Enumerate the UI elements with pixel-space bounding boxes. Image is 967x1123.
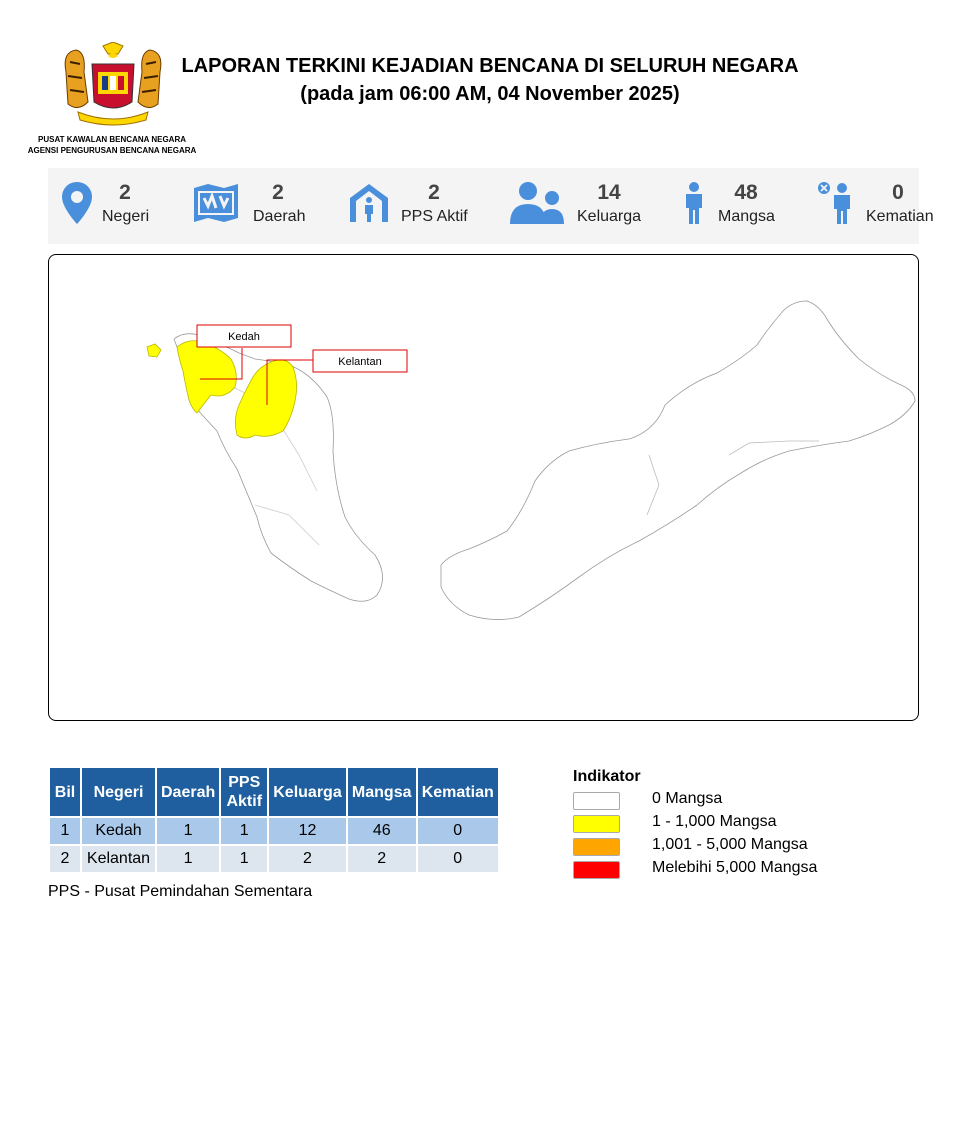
stat-pps-aktif-label: PPS Aktif: [401, 208, 468, 225]
stat-keluarga-label: Keluarga: [577, 208, 642, 225]
stat-keluarga-value: 14: [597, 181, 621, 204]
district-map-icon: [192, 182, 240, 222]
legend-label: 0 Mangsa: [652, 790, 723, 807]
legend-swatch: [573, 838, 620, 856]
legend-label: 1,001 - 5,000 Mangsa: [652, 836, 808, 853]
cell-kematian: 0: [418, 846, 498, 872]
table-row: [50, 846, 498, 872]
stat-negeri-label: Negeri: [102, 208, 150, 225]
cell-pps-aktif: 1: [221, 846, 267, 872]
stat-daerah: [190, 168, 330, 244]
col-keluarga: Keluarga: [269, 768, 345, 816]
stat-mangsa-value: 48: [734, 181, 758, 204]
stat-daerah-value: 2: [272, 181, 284, 204]
col-mangsa: Mangsa: [348, 768, 416, 816]
stat-pps-aktif-value: 2: [428, 181, 440, 204]
malaysia-map: [48, 254, 919, 721]
cell-negeri: Kedah: [82, 818, 155, 844]
cell-daerah: 1: [157, 846, 219, 872]
map-state-perlis: [147, 344, 161, 357]
stat-kematian-label: Kematian: [866, 208, 934, 225]
agency-name-line2: AGENSI PENGURUSAN BENCANA NEGARA: [27, 146, 197, 155]
stat-mangsa: [678, 168, 798, 244]
cell-daerah: 1: [157, 818, 219, 844]
legend-swatch: [573, 815, 620, 833]
cell-bil: 1: [50, 818, 80, 844]
person-icon: [682, 182, 706, 224]
col-negeri: Negeri: [82, 768, 155, 816]
map-label-kelantan: Kelantan: [338, 356, 382, 368]
stat-negeri-value: 2: [119, 181, 131, 204]
cell-bil: 2: [50, 846, 80, 872]
table-row: [50, 818, 498, 844]
legend-label: Melebihi 5,000 Mangsa: [652, 859, 818, 876]
family-icon: [510, 182, 566, 224]
cell-keluarga: 2: [269, 846, 345, 872]
cell-mangsa: 2: [348, 846, 416, 872]
stat-kematian: [816, 168, 934, 244]
stat-pps-aktif: [346, 168, 486, 244]
col-daerah: Daerah: [157, 768, 219, 816]
stat-negeri: [58, 168, 178, 244]
stat-keluarga: [510, 168, 660, 244]
legend-label: 1 - 1,000 Mangsa: [652, 813, 777, 830]
col-kematian: Kematian: [418, 768, 498, 816]
cell-pps-aktif: 1: [221, 818, 267, 844]
agency-name-line1: PUSAT KAWALAN BENCANA NEGARA: [38, 135, 186, 144]
legend-title: Indikator: [573, 768, 641, 785]
stats-bar: [48, 168, 934, 244]
legend-swatch: [573, 861, 620, 879]
stat-mangsa-label: Mangsa: [718, 208, 775, 225]
table-footnote: PPS - Pusat Pemindahan Sementara: [48, 883, 313, 900]
map-label-kedah: Kedah: [228, 331, 260, 343]
page-subtitle: (pada jam 06:00 AM, 04 November 2025): [300, 83, 680, 105]
legend-swatch: [573, 792, 620, 810]
col-bil: Bil: [50, 768, 80, 816]
stat-kematian-value: 0: [892, 181, 904, 204]
shelter-icon: [348, 182, 390, 224]
page-title: LAPORAN TERKINI KEJADIAN BENCANA DI SELURUH NEGARA: [181, 55, 799, 77]
cell-negeri: Kelantan: [82, 846, 155, 872]
cell-kematian: 0: [418, 818, 498, 844]
stat-daerah-label: Daerah: [253, 208, 306, 225]
col-pps-aktif: PPS Aktif: [221, 768, 267, 816]
disaster-table: [48, 766, 500, 874]
death-icon: [818, 181, 854, 224]
cell-mangsa: 46: [348, 818, 416, 844]
borneo-outline: [441, 301, 915, 620]
table-header-row: [50, 768, 498, 816]
location-pin-icon: [62, 182, 92, 224]
cell-keluarga: 12: [269, 818, 345, 844]
